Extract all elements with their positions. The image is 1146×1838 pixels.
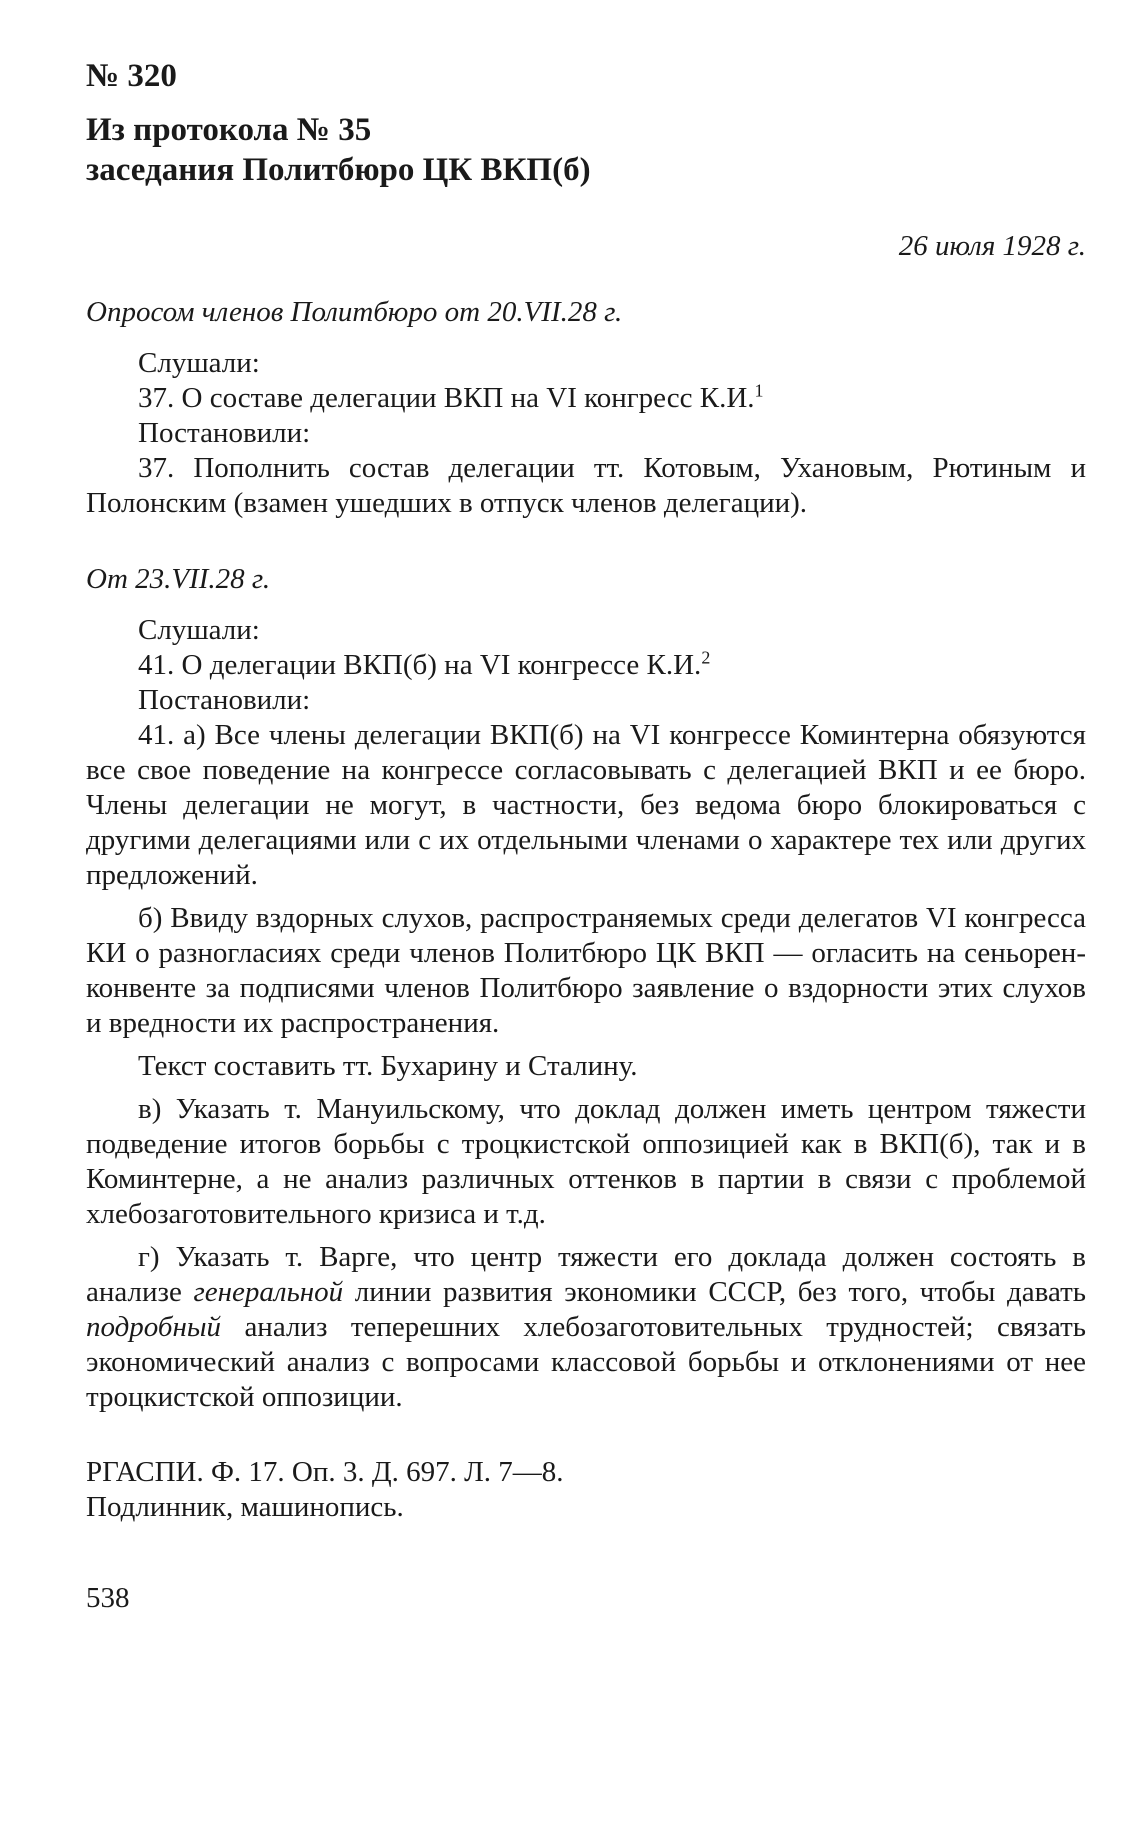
page-number: 538: [86, 1582, 130, 1614]
document-number: № 320: [86, 58, 177, 94]
document-page: [86, 54, 1086, 1616]
section-2-heard-item: [86, 648, 1086, 683]
footnote-ref-2: 2: [701, 647, 711, 668]
title-line-2: заседания Политбюро ЦК ВКП(б): [86, 152, 591, 188]
section-1-heard-label: Слушали:: [138, 347, 260, 379]
section-1-decided-label: Постановили:: [138, 417, 311, 449]
section-1-decided-item: 37. Пополнить состав делегации тт. Котовым, Ухановым, Рютиным и Полонским (взамен ушедших в отпуск членов делегации).: [86, 452, 1086, 519]
point-g-part-2: линии развития экономики СССР, без того, чтобы давать: [343, 1276, 1086, 1308]
section-2-heard-text: 41. О делегации ВКП(б) на VI конгрессе К.И.: [138, 649, 702, 681]
document-date: 26 июля 1928 г.: [898, 230, 1086, 262]
resolution-point-b-text: Текст составить тт. Бухарину и Сталину.: [138, 1050, 638, 1082]
resolution-point-v: в) Указать т. Мануильскому, что доклад должен иметь центром тяжести подведение итогов борьбы с троцкистской оппозицией как в ВКП(б), так и в Коминтерне, а не анализ различных оттенков в партии в связи с проблемой хлебозаготовительного кризиса и т.д.: [86, 1093, 1086, 1230]
section-2-decided-label: Постановили:: [138, 684, 311, 716]
resolution-point-a: 41. а) Все члены делегации ВКП(б) на VI конгрессе Коминтерна обязуются все свое поведение на конгрессе согласовывать с делегацией ВКП и ее бюро. Члены делегации не могут, в частности, без ведома бюро блокироваться с другими делегациями или с их отдельными членами о характере тех или других предложений.: [86, 719, 1086, 891]
resolution-point-b: б) Ввиду вздорных слухов, распространяемых среди делегатов VI конгресса КИ о разногласиях среди членов Политбюро ЦК ВКП — огласить на сеньорен-конвенте за подписями членов Политбюро заявление о вздорности этих слухов и вредности их распространения.: [86, 902, 1086, 1039]
section-1-header: Опросом членов Политбюро от 20.VII.28 г.: [86, 296, 623, 328]
point-g-emphasis-1: генеральной: [193, 1276, 344, 1308]
resolution-point-g: [86, 1240, 1086, 1415]
point-g-part-3: анализ теперешних хлебозаготовительных трудностей; связать экономический анализ с вопросами классовой борьбы и отклонениями от нее троцкистской оппозиции.: [86, 1311, 1086, 1413]
archive-note: Подлинник, машинопись.: [86, 1491, 404, 1523]
section-2-header: От 23.VII.28 г.: [86, 563, 271, 595]
archive-reference: РГАСПИ. Ф. 17. Оп. 3. Д. 697. Л. 7—8.: [86, 1456, 564, 1488]
document-title: [86, 110, 1086, 190]
point-g-emphasis-2: подробный: [86, 1311, 222, 1343]
title-line-1: Из протокола № 35: [86, 112, 372, 148]
section-1-heard-text: 37. О составе делегации ВКП на VI конгресс К.И.: [138, 382, 755, 414]
footnote-ref-1: 1: [754, 380, 764, 401]
section-2-heard-label: Слушали:: [138, 614, 260, 646]
section-1-heard-item: [86, 381, 1086, 416]
point-g-part-1: г) Указать т. Варге, что центр тяжести его доклада должен состоять в анализе: [86, 1241, 1086, 1308]
archive-reference-block: [86, 1455, 1086, 1525]
